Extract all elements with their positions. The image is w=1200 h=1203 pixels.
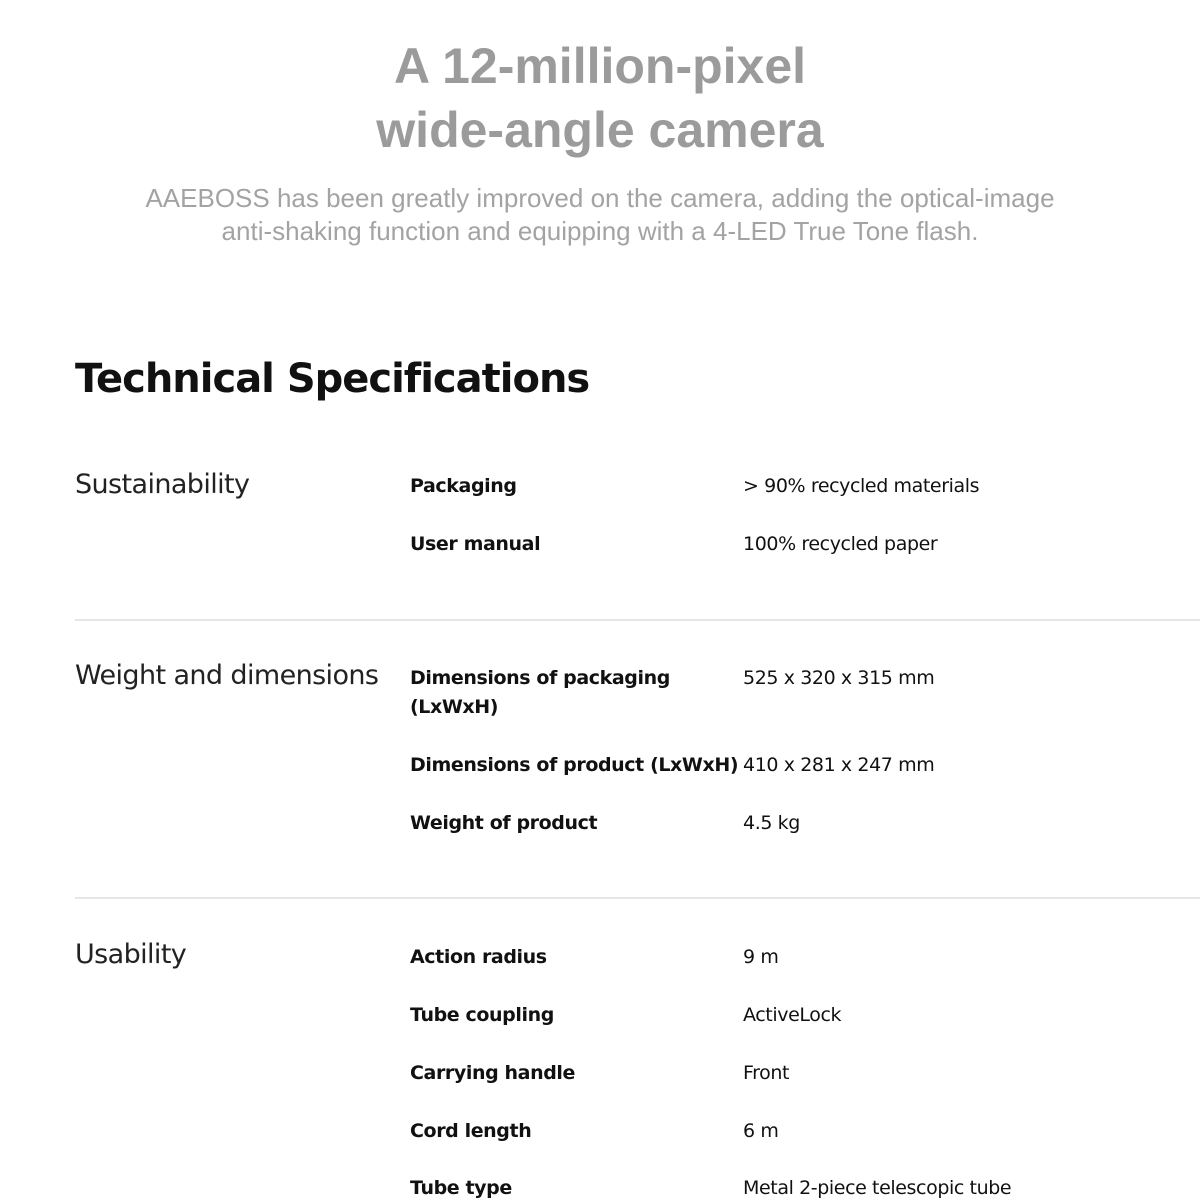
hero-subtitle [0,182,1200,248]
hero-subtitle-line: anti-shaking function and equipping with a 4-LED True Tone flash. [221,216,979,246]
spec-value: 9 m [743,946,779,968]
spec-label: Tube type [410,1177,512,1199]
spec-value: ActiveLock [743,1004,842,1026]
spec-label: Tube coupling [410,1004,554,1026]
spec-label: User manual [410,533,541,555]
spec-label: Weight of product [410,812,598,834]
spec-value: 410 x 281 x 247 mm [743,754,935,776]
section-name: Weight and dimensions [75,660,379,691]
spec-label: Packaging [410,475,517,497]
spec-label: Carrying handle [410,1062,576,1084]
hero-title [0,34,1200,162]
spec-label: Dimensions of packaging (LxWxH) [410,667,670,718]
hero-title-line: wide-angle camera [376,102,824,158]
spec-label: Cord length [410,1120,532,1142]
spec-value: 4.5 kg [743,812,800,834]
hero-section [0,34,1200,248]
section-divider [75,619,1200,621]
section-name: Usability [75,939,187,970]
spec-value: 525 x 320 x 315 mm [743,667,935,689]
section-divider [75,897,1200,899]
specs-title: Technical Specifications [75,356,590,402]
spec-value: 100% recycled paper [743,533,938,555]
spec-value: > 90% recycled materials [743,475,980,497]
spec-value: 6 m [743,1120,779,1142]
spec-label: Action radius [410,946,547,968]
hero-subtitle-line: AAEBOSS has been greatly improved on the camera, adding the optical-image [145,183,1055,213]
spec-value: Metal 2-piece telescopic tube [743,1177,1012,1199]
spec-label: Dimensions of product (LxWxH) [410,754,739,776]
hero-title-line: A 12-million-pixel [393,38,807,94]
section-name: Sustainability [75,469,250,500]
spec-value: Front [743,1062,790,1084]
